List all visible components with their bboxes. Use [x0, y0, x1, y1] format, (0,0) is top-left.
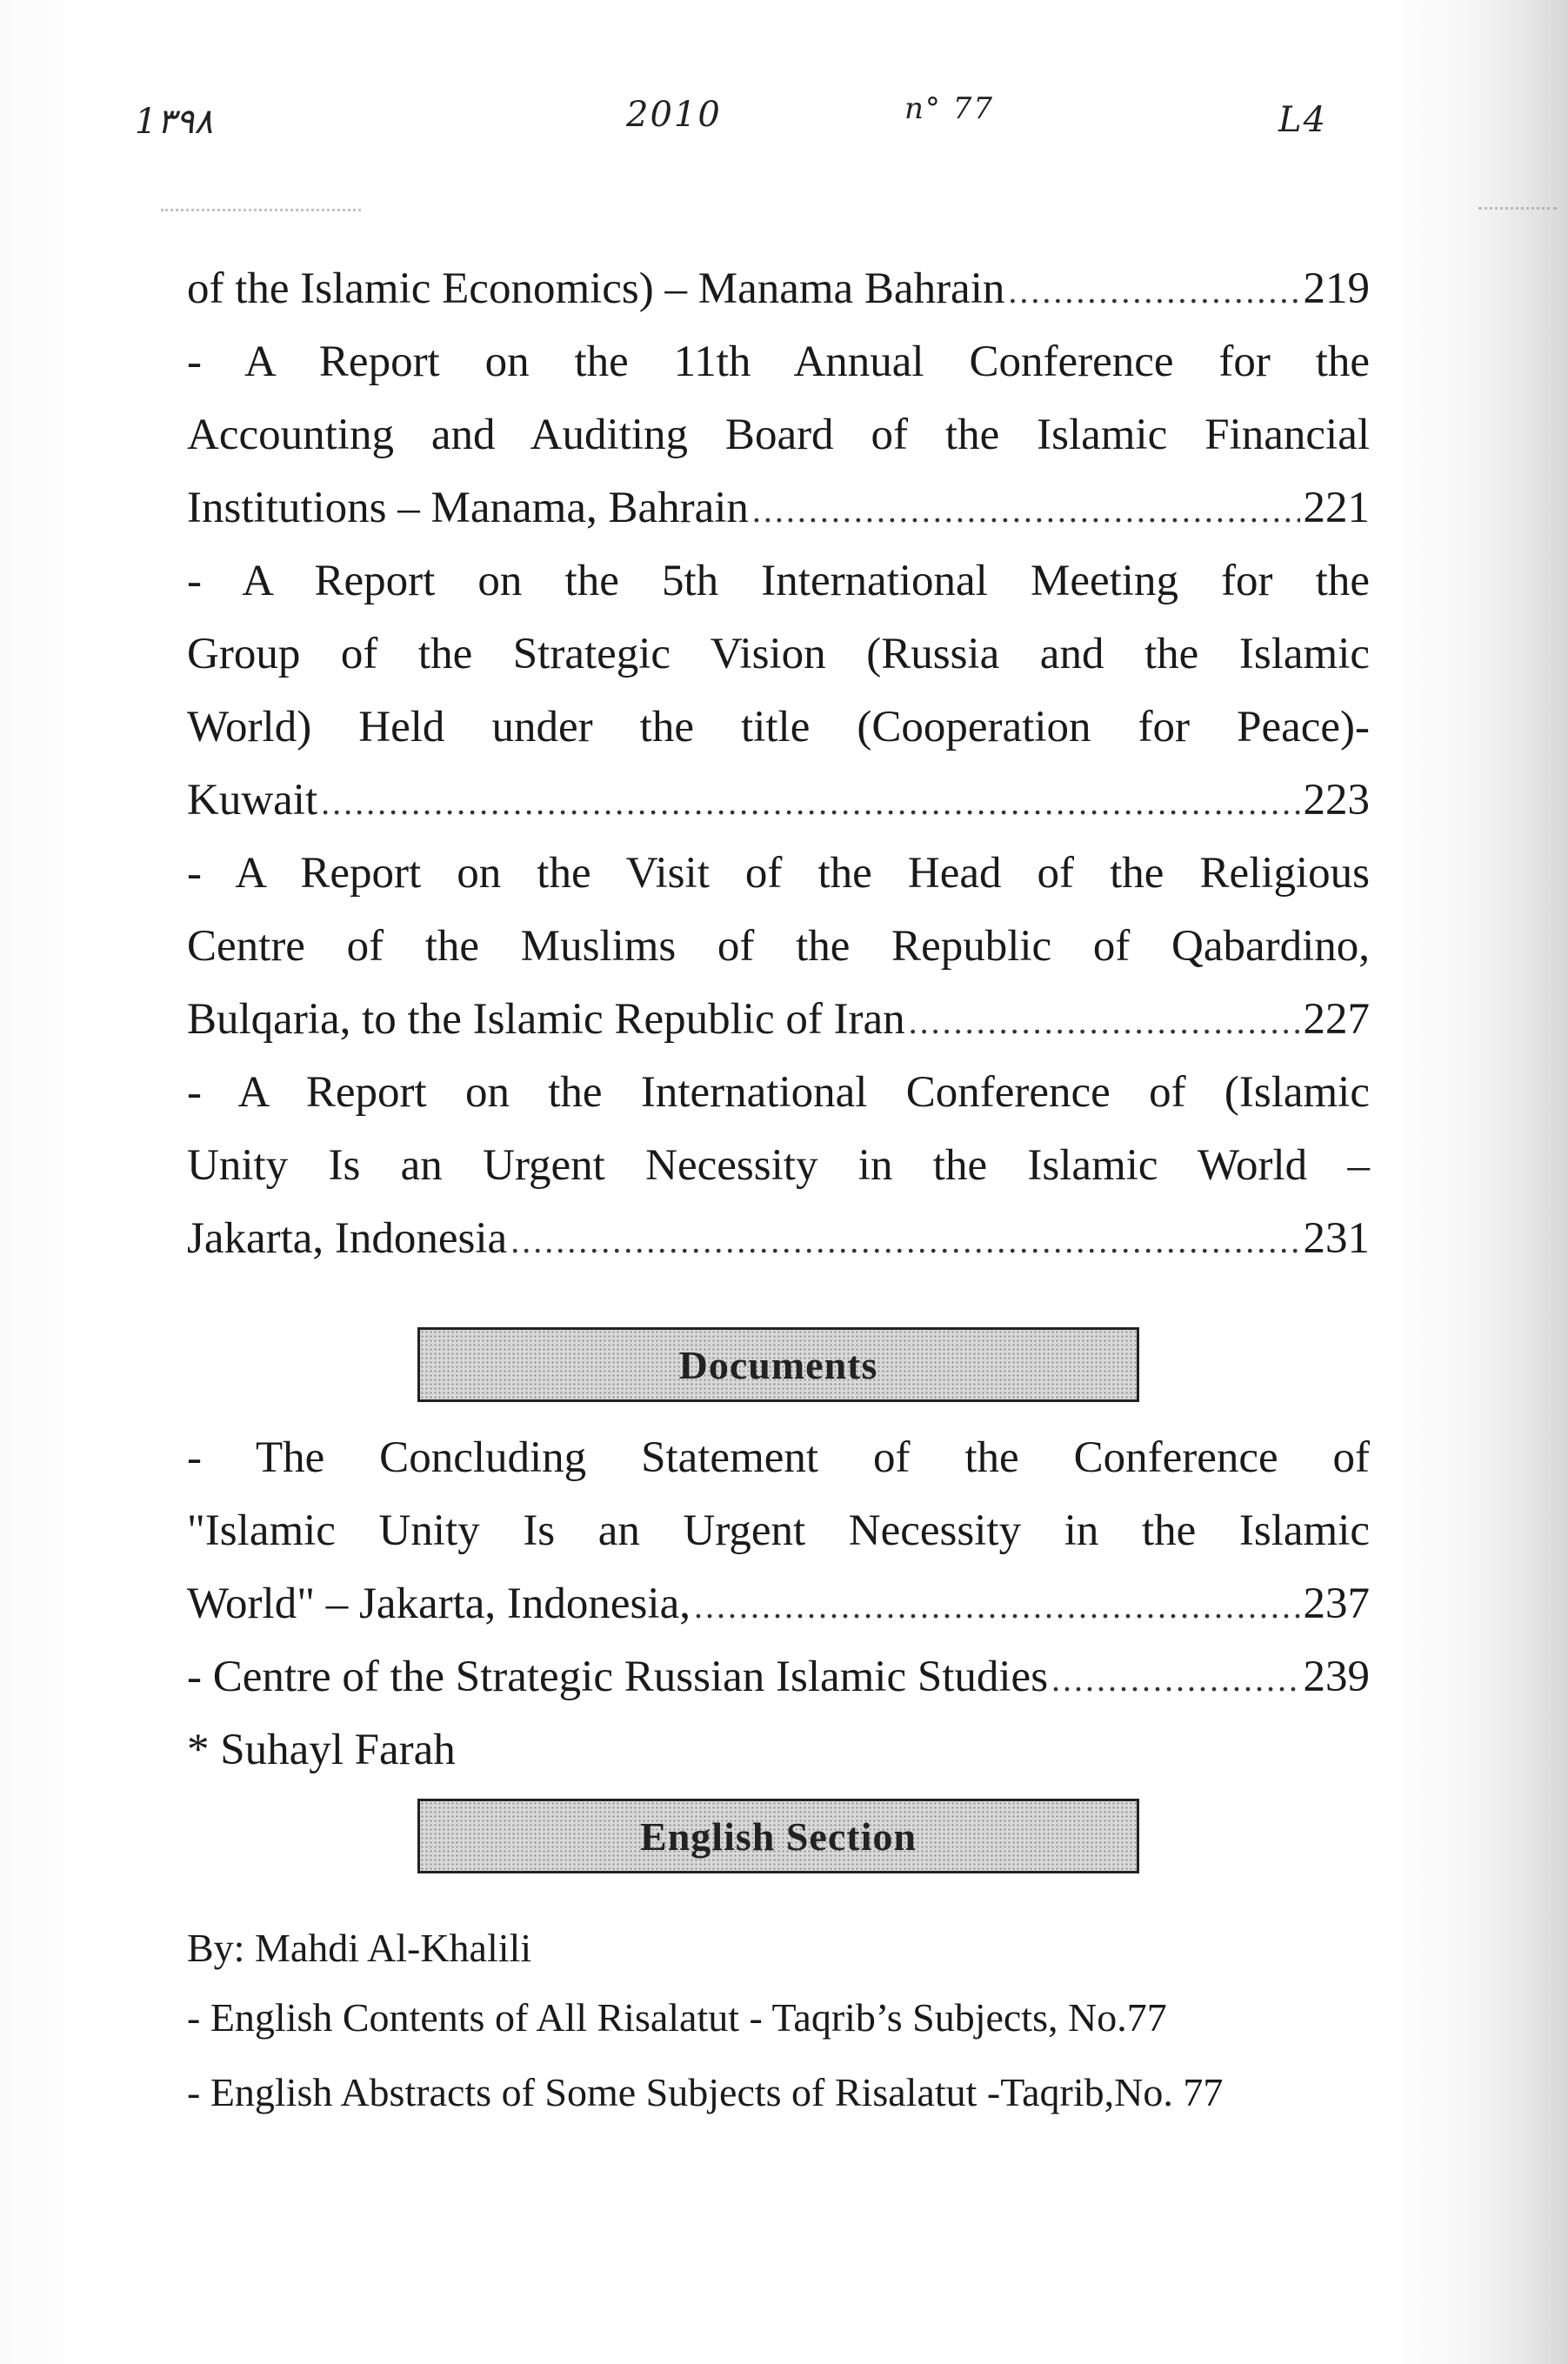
leader-dots	[909, 985, 1300, 1058]
toc-page-number: 231	[1303, 1214, 1370, 1263]
toc-entry	[187, 1640, 1370, 1713]
toc-entry-line: Accounting and Auditing Board of the Islamic Financial	[187, 411, 1370, 459]
handwritten-shelf-mark: L4	[1278, 100, 1328, 140]
scan-artifact-right	[1478, 207, 1557, 222]
author-entry	[187, 1713, 1370, 1786]
english-section-list	[187, 1917, 1370, 2124]
author-name: * Suhayl Farah	[187, 1726, 456, 1774]
toc-entry-line: Kuwait	[187, 776, 318, 825]
english-section-heading	[417, 1799, 1139, 1873]
toc-entry-line: Group of the Strategic Vision (Russia and the Islamic	[187, 630, 1370, 678]
toc-page-number: 239	[1303, 1653, 1370, 1701]
toc-entry-line: - A Report on the Visit of the Head of the Religious	[187, 849, 1370, 898]
toc-entry	[187, 544, 1370, 837]
handwritten-catalog-number: 1۳۹۸	[135, 102, 213, 142]
toc-entry-line: "Islamic Unity Is an Urgent Necessity in the Islamic	[187, 1506, 1370, 1555]
toc-entry-title: - Centre of the Strategic Russian Islamic Studies	[187, 1653, 1049, 1701]
section-heading-label: English Section	[640, 1813, 917, 1859]
toc-entry-line: - The Concluding Statement of the Conference of	[187, 1433, 1370, 1482]
leader-dots	[694, 1570, 1300, 1643]
handwritten-issue-number: n° 77	[904, 91, 994, 126]
handwritten-header	[0, 91, 1568, 170]
scan-artifact	[161, 209, 361, 224]
leader-dots	[752, 474, 1300, 547]
table-of-contents	[187, 252, 1370, 2124]
leader-dots	[1008, 255, 1299, 328]
toc-page-number: 219	[1303, 264, 1370, 313]
toc-entry-line: - A Report on the 5th International Meeting for the	[187, 557, 1370, 605]
toc-entry-line: Institutions – Manama, Bahrain	[187, 484, 749, 532]
toc-page-number: 221	[1303, 484, 1370, 532]
english-section-author: By: Mahdi Al-Khalili	[187, 1926, 532, 1970]
toc-entry-line: Unity Is an Urgent Necessity in the Islamic World –	[187, 1141, 1370, 1190]
toc-entry	[187, 1421, 1370, 1640]
toc-entry-title: of the Islamic Economics) – Manama Bahrain	[187, 264, 1005, 313]
toc-entry	[187, 837, 1370, 1056]
english-section-item: - English Abstracts of Some Subjects of Risalatut -Taqrib,No. 77	[187, 2070, 1224, 2114]
toc-entry-line: - A Report on the International Conference of (Islamic	[187, 1068, 1370, 1117]
toc-entry-line: - A Report on the 11th Annual Conference for the	[187, 337, 1370, 386]
english-section-item: - English Contents of All Risalatut - Taqrib’s Subjects, No.77	[187, 1995, 1167, 2040]
toc-entry-line: Bulqaria, to the Islamic Republic of Iran	[187, 995, 905, 1044]
toc-entry	[187, 252, 1370, 325]
toc-entry-line: World" – Jakarta, Indonesia,	[187, 1579, 691, 1628]
section-heading-label: Documents	[678, 1342, 878, 1387]
leader-dots	[321, 766, 1299, 839]
documents-section-heading	[417, 1327, 1139, 1402]
toc-page-number: 227	[1303, 995, 1370, 1044]
leader-dots	[510, 1205, 1299, 1278]
handwritten-year: 2010	[626, 95, 722, 135]
toc-page-number: 223	[1303, 776, 1370, 825]
toc-entry	[187, 325, 1370, 544]
toc-entry-line: World) Held under the title (Cooperation for Peace)-	[187, 703, 1370, 751]
page-edge-shadow	[1464, 0, 1568, 2364]
toc-page-number: 237	[1303, 1579, 1370, 1628]
toc-entry	[187, 1056, 1370, 1275]
leader-dots	[1051, 1643, 1299, 1716]
toc-entry-line: Jakarta, Indonesia	[187, 1214, 508, 1263]
toc-entry-line: Centre of the Muslims of the Republic of Qabardino,	[187, 922, 1370, 971]
